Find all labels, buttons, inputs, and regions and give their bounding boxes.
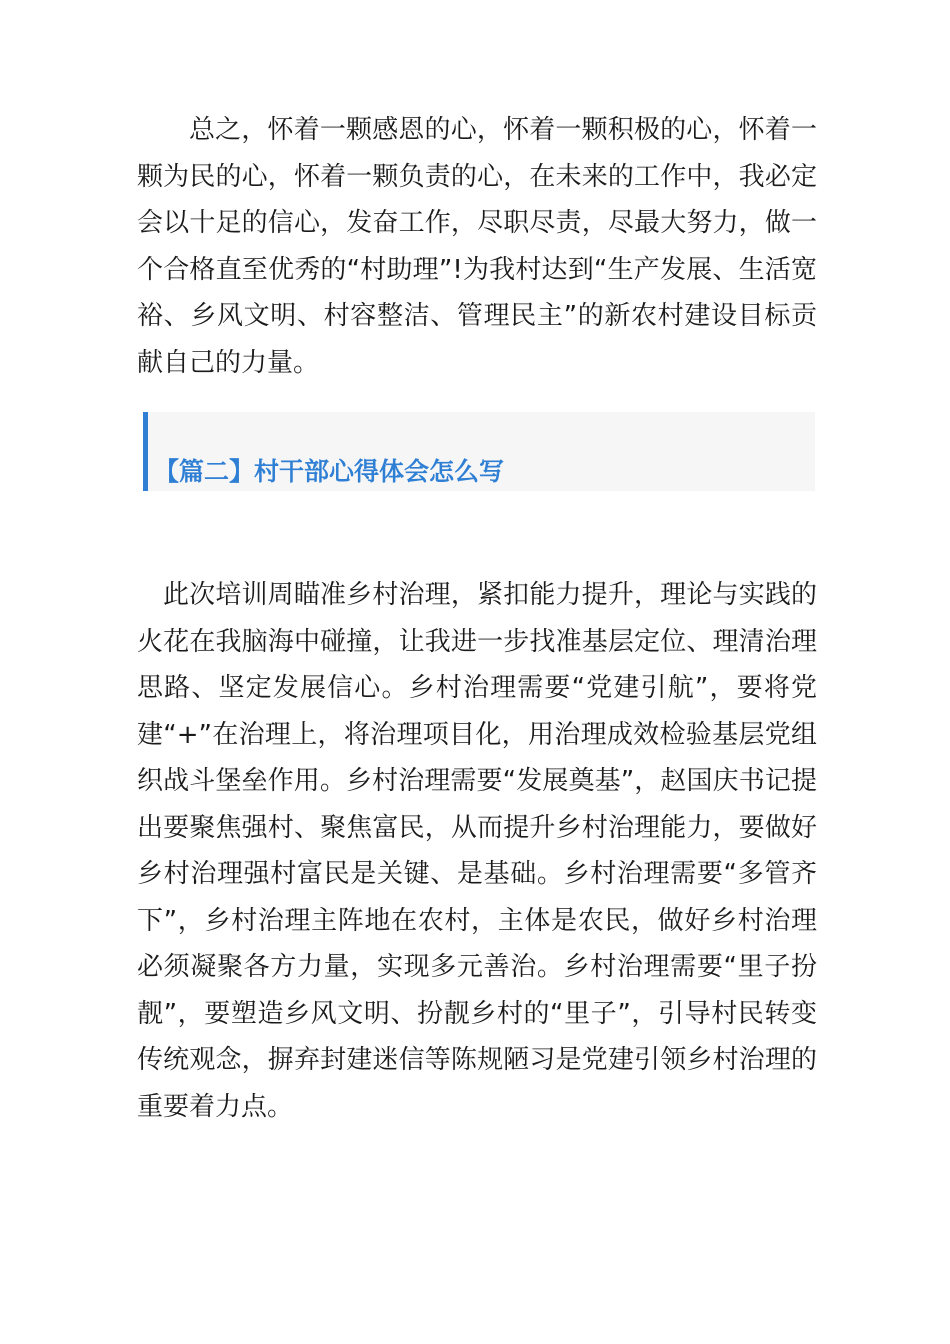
section-heading-title: 【篇二】村干部心得体会怎么写 [154,457,505,486]
section-heading-box [143,412,815,491]
paragraph-conclusion: 总之，怀着一颗感恩的心，怀着一颗积极的心，怀着一颗为民的心，怀着一颗负责的心，在未来的工作中，我必定会以十足的信心，发奋工作，尽职尽责，尽最大努力，做一个合格直至优秀的“村助理”!为我村达到“生产发展、生活宽裕、乡风文明、村容整洁、管理民主”的新农村建设目标贡献自己的力量。 [137,115,817,378]
paragraph-training-reflection: 此次培训周瞄准乡村治理，紧扣能力提升，理论与实践的火花在我脑海中碰撞，让我进一步找准基层定位、理清治理思路、坚定发展信心。乡村治理需要“党建引航”，要将党建“+”在治理上，将治理项目化，用治理成效检验基层党组织战斗堡垒作用。乡村治理需要“发展奠基”，赵国庆书记提出要聚焦强村、聚焦富民，从而提升乡村治理能力，要做好乡村治理强村富民是关键、是基础。乡村治理需要“多管齐下”，乡村治理主阵地在农村，主体是农民，做好乡村治理必须凝聚各方力量，实现多元善治。乡村治理需要“里子扮靓”，要塑造乡风文明、扮靓乡村的“里子”，引导村民转变传统观念，摒弃封建迷信等陈规陋习是党建引领乡村治理的重要着力点。 [137,580,817,1122]
